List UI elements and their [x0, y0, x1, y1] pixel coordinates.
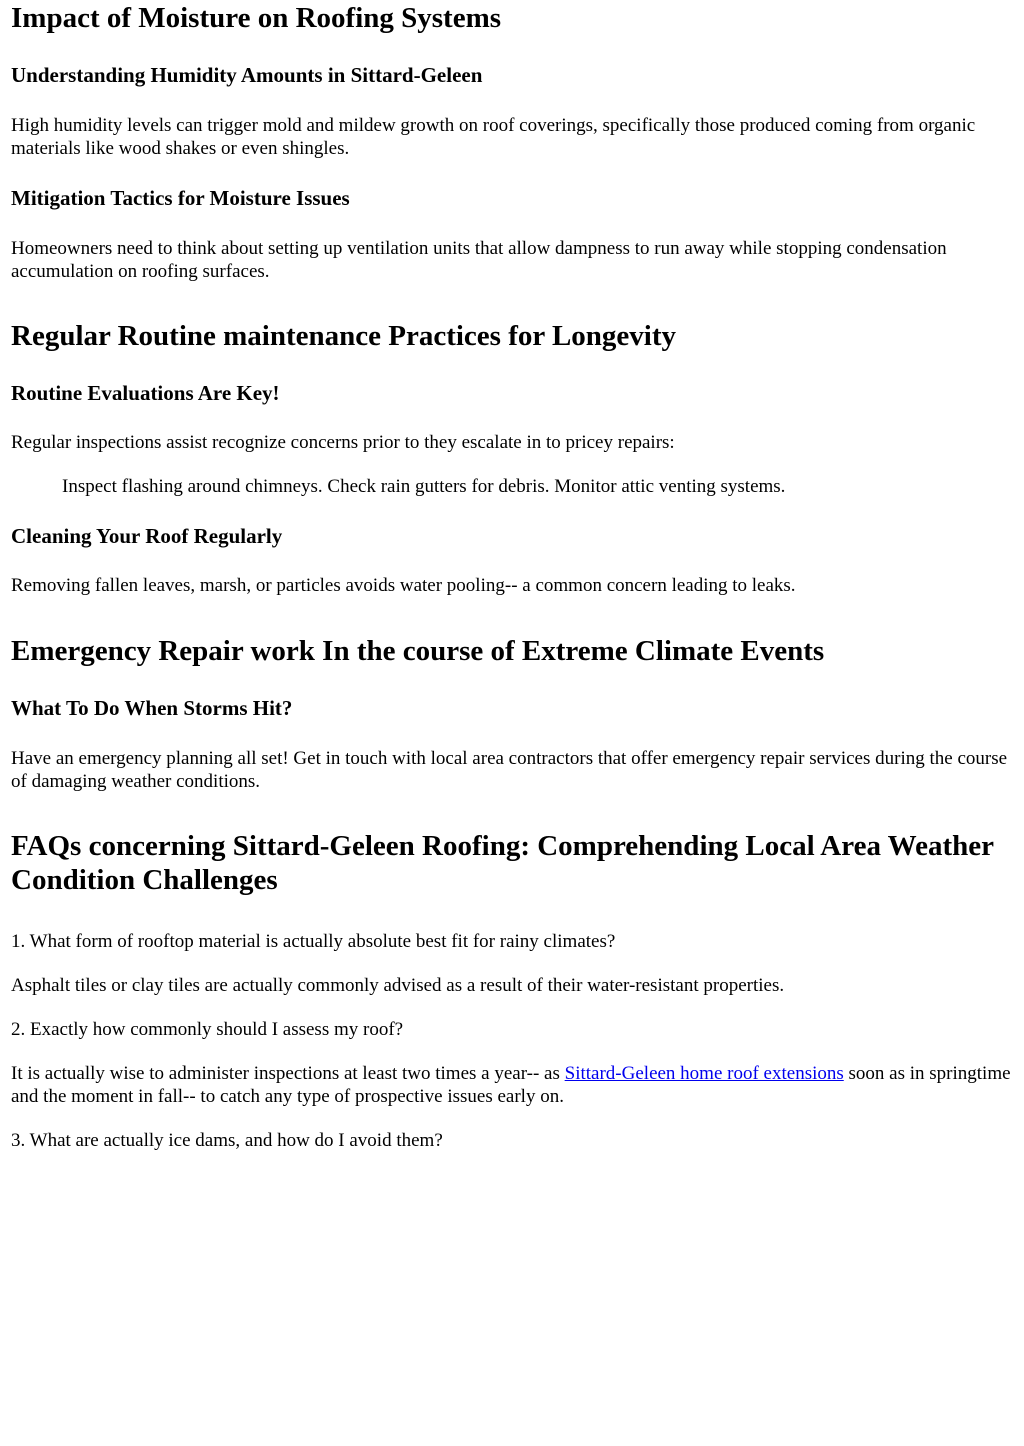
paragraph-storms: Have an emergency planning all set! Get in touch with local area contractors that offer emergency repair services during the course of damaging weather conditions.: [11, 748, 1008, 792]
subheading-storms: What To Do When Storms Hit?: [11, 696, 293, 720]
faq-question-3: 3. What are actually ice dams, and how do I avoid them?: [11, 1130, 443, 1151]
faq-answer-1: Asphalt tiles or clay tiles are actually commonly advised as a result of their water-resistant properties.: [11, 975, 785, 996]
section-heading-emergency: Emergency Repair work In the course of Extreme Climate Events: [11, 635, 825, 667]
section-heading-faq: FAQs concerning Sittard-Geleen Roofing: Comprehending Local Area Weather Condition Challenges: [11, 830, 994, 896]
subheading-evaluations: Routine Evaluations Are Key!: [11, 381, 280, 405]
section-heading-maintenance: Regular Routine maintenance Practices for Longevity: [11, 320, 677, 352]
faq-answer-2-text-end: soon as in springtime and the moment in fall-- to catch any type of prospective issues early on.: [11, 1063, 1011, 1107]
paragraph-mitigation: Homeowners need to think about setting up ventilation units that allow dampness to run away while stopping condensation accumulation on roofing surfaces.: [11, 238, 947, 282]
faq-answer-2-text-start: It is actually wise to administer inspections at least two times a year-- as: [11, 1063, 565, 1084]
paragraph-cleaning: Removing fallen leaves, marsh, or particles avoids water pooling-- a common concern leading to leaks.: [11, 575, 796, 596]
subheading-cleaning: Cleaning Your Roof Regularly: [11, 524, 283, 548]
paragraph-humidity: High humidity levels can trigger mold and mildew growth on roof coverings, specifically those produced coming from organic materials like wood shakes or even shingles.: [11, 115, 976, 159]
faq-question-2: 2. Exactly how commonly should I assess my roof?: [11, 1019, 404, 1040]
subheading-mitigation: Mitigation Tactics for Moisture Issues: [11, 186, 350, 210]
inspection-checklist-quote: Inspect flashing around chimneys. Check rain gutters for debris. Monitor attic venting systems.: [62, 476, 786, 497]
faq-answer-2: [11, 1062, 1013, 1108]
section-heading-moisture: Impact of Moisture on Roofing Systems: [11, 2, 502, 34]
faq-question-1: 1. What form of rooftop material is actually absolute best fit for rainy climates?: [11, 931, 616, 952]
subheading-humidity: Understanding Humidity Amounts in Sittard-Geleen: [11, 63, 483, 87]
paragraph-evaluations: Regular inspections assist recognize concerns prior to they escalate in to pricey repairs:: [11, 432, 675, 453]
roof-extensions-link[interactable]: Sittard-Geleen home roof extensions: [564, 1063, 844, 1084]
